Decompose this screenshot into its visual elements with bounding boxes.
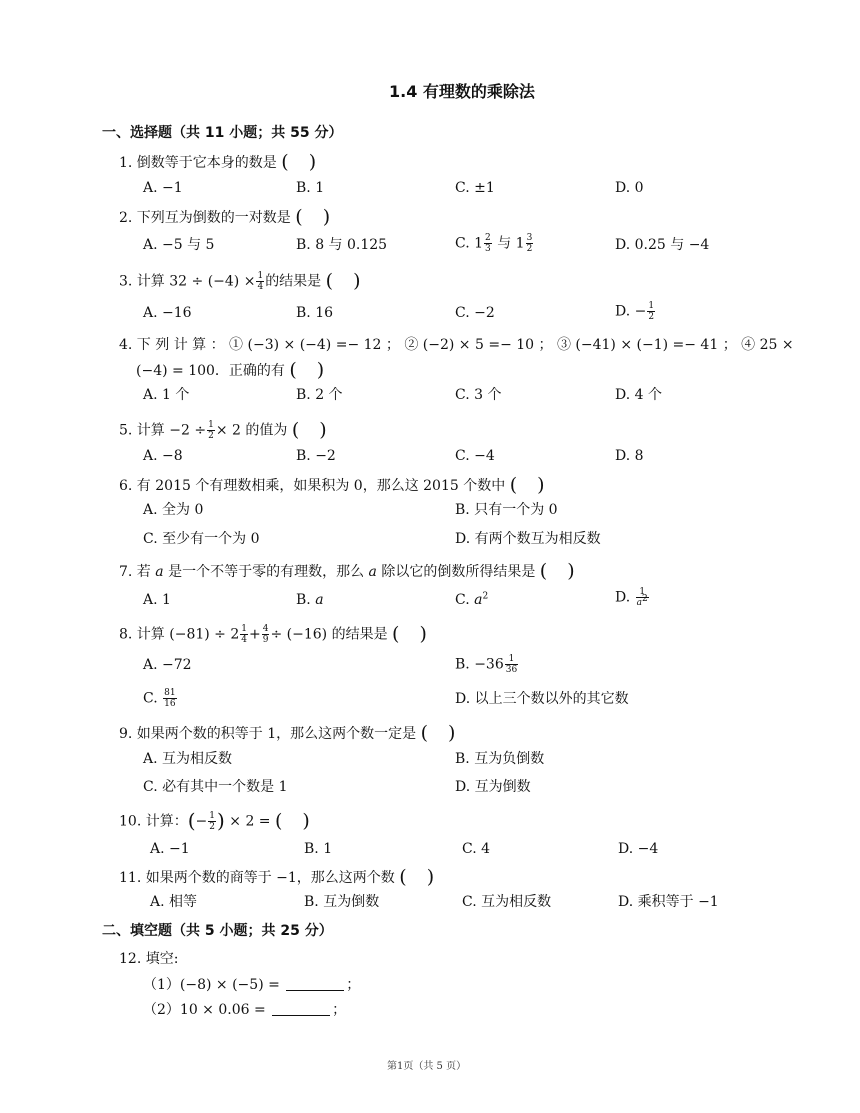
answer-blank — [272, 1002, 330, 1016]
option-b: B. 只有一个为 0 — [455, 502, 558, 518]
fraction: $\frac{81}{16}$ — [164, 688, 176, 709]
section-heading-choice: 一、选择题（共 11 小题；共 55 分） — [102, 125, 343, 141]
option-c: C. ±1 — [455, 180, 495, 196]
option-c: C. −2 — [455, 305, 495, 321]
question-2 — [119, 208, 335, 227]
option-d: D. 0 — [615, 180, 644, 196]
option-b: B. 8 与 0.125 — [296, 237, 388, 253]
fraction: $\frac{1}{2}$ — [208, 420, 214, 441]
option-d: D. 0.25 与 −4 — [615, 237, 710, 253]
option-a: A. 相等 — [150, 894, 198, 910]
fraction: $\frac{1}{4}$ — [257, 271, 264, 292]
option-c: C. 互为相反数 — [462, 894, 552, 910]
answer-paren — [289, 361, 329, 380]
question-3: 3. 计算 32 ÷ (−4) × $\frac{1}{4}$ 的结果是 ( ) — [119, 271, 366, 292]
option-b: B. −2 — [296, 448, 336, 464]
option-c: C. 至少有一个为 0 — [143, 531, 260, 547]
answer-paren — [510, 476, 550, 495]
question-6: 6. 有 2015 个有理数相乘，如果积为 0，那么这 2015 个数中 ( ) — [119, 476, 550, 495]
option-d: D. − $\frac{1}{2}$ — [615, 301, 655, 322]
question-4-line-1: 4. 下 列 计 算 ： ① (−3) × (−4) =− 12 ； ② (−2) × 5 =− 10 ； ③ (−41) × (−1) =− 41 ； ④ 25 × — [119, 337, 794, 353]
question-9: 9. 如果两个数的积等于 1，那么这两个数一定是 ( ) — [119, 724, 461, 743]
page-title: 1.4 有理数的乘除法 — [389, 82, 535, 101]
question-stem: 2. 下列互为倒数的一对数是 — [119, 210, 291, 226]
fraction: $\frac{1}{4}$ — [241, 624, 247, 645]
question-4-line-2: (−4) = 100．正确的有 ( ) — [136, 361, 329, 380]
option-b: B. 16 — [296, 305, 334, 321]
question-12: 12. 填空: — [119, 951, 179, 967]
option-d: D. −4 — [618, 841, 659, 857]
option-d: D. 乘积等于 −1 — [618, 894, 719, 910]
option-c: C. $\frac{81}{16}$ — [143, 688, 176, 709]
question-stem: 1. 倒数等于它本身的数是 — [119, 155, 277, 171]
option-a: A. −72 — [143, 657, 192, 673]
option-b: B. 1 — [304, 841, 333, 857]
option-d: D. $\frac{1}{a^2}$ — [615, 587, 648, 608]
option-d: D. 8 — [615, 448, 644, 464]
option-a: A. 1 个 — [143, 387, 190, 403]
fraction: $\frac{3}{2}$ — [526, 233, 533, 254]
answer-paren — [392, 625, 432, 644]
question-11: 11. 如果两个数的商等于 −1，那么这两个数 ( ) — [119, 868, 439, 887]
option-a: A. −5 与 5 — [143, 237, 215, 253]
option-c: C. 3 个 — [455, 387, 502, 403]
option-b: B. 互为负倒数 — [455, 751, 545, 767]
answer-paren — [421, 724, 461, 743]
question-8: 8. 计算 (−81) ÷ 2 $\frac{1}{4}$ + $\frac{4}{9}$ ÷ (−16) 的结果是 ( ) — [119, 624, 432, 645]
option-d: D. 以上三个数以外的其它数 — [455, 691, 629, 707]
option-b: B. a — [296, 592, 324, 608]
option-b: B. −36 $\frac{1}{36}$ — [455, 654, 518, 675]
fraction: $\frac{1}{36}$ — [505, 654, 518, 675]
answer-paren — [295, 208, 335, 227]
answer-paren — [275, 812, 315, 831]
option-c: C. 4 — [462, 841, 491, 857]
page-footer: 第1页（共 5 页） — [387, 1061, 467, 1072]
question-10: 10. 计算：(− $\frac{1}{2}$ ) × 2 = ( ) — [119, 811, 315, 832]
answer-paren — [281, 153, 321, 172]
question-5: 5. 计算 −2 ÷ $\frac{1}{2}$ × 2 的值为 ( ) — [119, 420, 332, 441]
option-a: A. 全为 0 — [143, 502, 204, 518]
option-a: A. −8 — [143, 448, 183, 464]
fill-item-2: （2）10 × 0.06 = ； — [143, 1002, 347, 1018]
question-1 — [119, 153, 321, 172]
option-d: D. 有两个数互为相反数 — [455, 531, 601, 547]
fill-item-1: （1）(−8) × (−5) = ； — [143, 977, 361, 993]
option-c: C. 1 $\frac{2}{3}$ 与 1 $\frac{3}{2}$ — [455, 233, 533, 254]
answer-paren — [540, 562, 580, 581]
section-heading-fill: 二、填空题（共 5 小题；共 25 分） — [102, 923, 333, 939]
option-d: D. 4 个 — [615, 387, 662, 403]
fraction: $\frac{1}{a^2}$ — [636, 587, 648, 608]
option-a: A. −16 — [143, 305, 192, 321]
answer-paren — [292, 421, 332, 440]
option-b: B. 互为倒数 — [304, 894, 380, 910]
question-7: 7. 若 a 是一个不等于零的有理数，那么 a 除以它的倒数所得结果是 ( ) — [119, 562, 580, 581]
option-a: A. 1 — [143, 592, 171, 608]
option-c: C. −4 — [455, 448, 495, 464]
option-c: C. 必有其中一个数是 1 — [143, 779, 288, 795]
fraction: $\frac{2}{3}$ — [485, 233, 491, 254]
option-c: C. $a^2$ — [455, 591, 489, 608]
fraction: $\frac{4}{9}$ — [262, 624, 269, 645]
answer-blank — [286, 977, 344, 991]
option-a: A. 互为相反数 — [143, 751, 233, 767]
option-b: B. 2 个 — [296, 387, 343, 403]
fraction: $\frac{1}{2}$ — [648, 301, 655, 322]
option-a: A. −1 — [150, 841, 190, 857]
fraction: $\frac{1}{2}$ — [209, 811, 215, 832]
answer-paren — [399, 868, 439, 887]
option-d: D. 互为倒数 — [455, 779, 531, 795]
option-b: B. 1 — [296, 180, 325, 196]
option-a: A. −1 — [143, 180, 183, 196]
answer-paren — [326, 272, 366, 291]
